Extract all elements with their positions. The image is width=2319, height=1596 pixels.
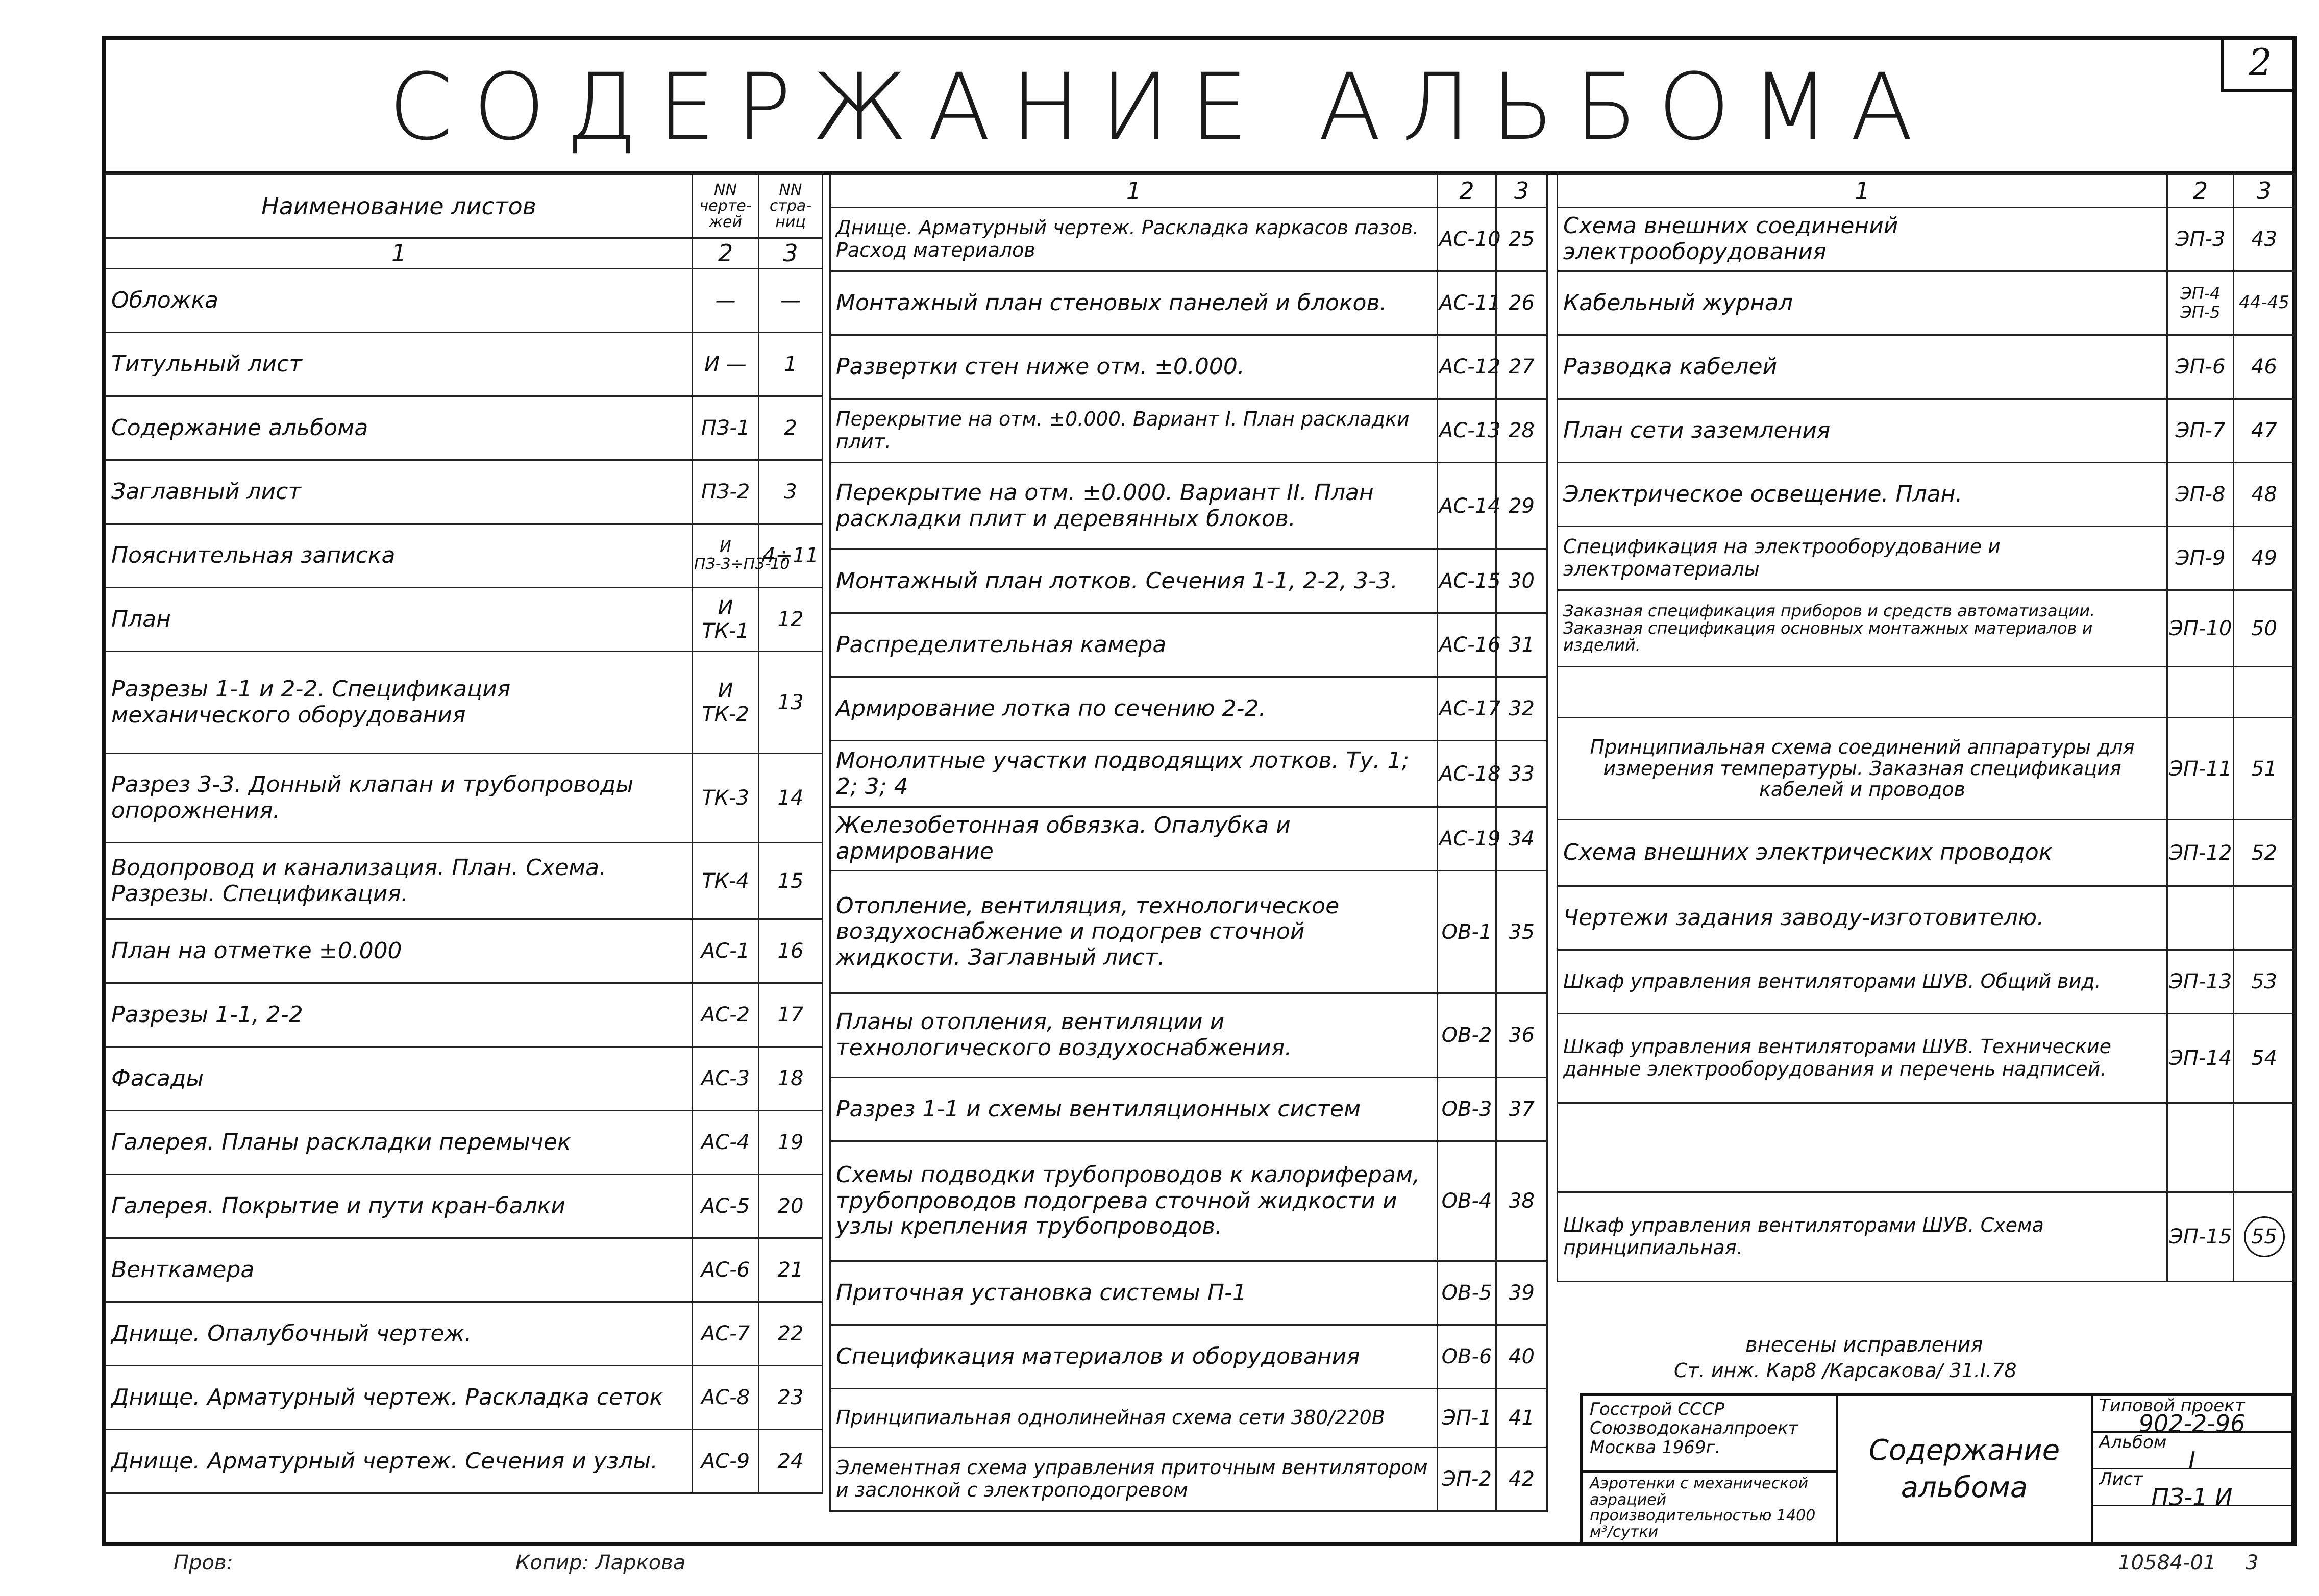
table-row bbox=[106, 1111, 823, 1175]
header-col-3: 3 bbox=[759, 238, 823, 269]
page-number: 30 bbox=[1496, 550, 1547, 613]
drawing-code bbox=[2167, 1103, 2234, 1192]
page-number: 2 bbox=[759, 396, 823, 460]
table-row-empty bbox=[1558, 1103, 2295, 1192]
table-row bbox=[830, 807, 1547, 871]
header-col-3: 3 bbox=[1496, 174, 1547, 208]
table-index-row bbox=[830, 174, 1547, 208]
header-col-1: 1 bbox=[830, 174, 1438, 208]
drawing-code: АС-4 bbox=[693, 1111, 759, 1175]
page-number: 51 bbox=[2234, 718, 2295, 820]
drawing-code: ЭП-9 bbox=[2167, 527, 2234, 590]
sheet-name: Днище. Опалубочный чертеж. bbox=[106, 1302, 693, 1366]
table-row bbox=[106, 652, 823, 754]
page-number: 54 bbox=[2234, 1014, 2295, 1103]
table-row bbox=[106, 1175, 823, 1238]
drawing-code: ЭП-2 bbox=[1438, 1448, 1496, 1511]
sheet-label: Лист bbox=[2093, 1469, 2291, 1506]
drawing-code: АС-7 bbox=[693, 1302, 759, 1366]
sheet-name: Галерея. Покрытие и пути кран-балки bbox=[106, 1175, 693, 1238]
sheet-name bbox=[1558, 1103, 2167, 1192]
page-number: 39 bbox=[1496, 1261, 1547, 1325]
drawing-code: ОВ-3 bbox=[1438, 1078, 1496, 1141]
drawing-code: ЭП-10 bbox=[2167, 590, 2234, 667]
table-row bbox=[830, 1448, 1547, 1511]
drawing-code: ЭП-12 bbox=[2167, 820, 2234, 886]
table-row bbox=[106, 269, 823, 333]
drawing-code: АС-14 bbox=[1438, 463, 1496, 550]
table-row bbox=[106, 1430, 823, 1493]
table-row bbox=[1558, 886, 2295, 950]
page-number: 13 bbox=[759, 652, 823, 754]
table-row bbox=[1558, 208, 2295, 271]
drawing-code: ЭП-6 bbox=[2167, 335, 2234, 399]
drawing-code: ЭП-1 bbox=[1438, 1389, 1496, 1448]
table-row bbox=[106, 754, 823, 843]
drawing-code: ЭП-11 bbox=[2167, 718, 2234, 820]
page-number bbox=[2234, 1103, 2295, 1192]
page-number: 47 bbox=[2234, 399, 2295, 463]
sheet-name bbox=[1558, 667, 2167, 718]
header-page-no: NN стра-ниц bbox=[759, 174, 823, 238]
drawing-code: ЭП-13 bbox=[2167, 950, 2234, 1014]
table-row bbox=[830, 399, 1547, 463]
page-number: 26 bbox=[1496, 271, 1547, 335]
table-row bbox=[106, 524, 823, 588]
drawing-code: ОВ-2 bbox=[1438, 993, 1496, 1078]
sheet-name: Днище. Арматурный чертеж. Раскладка каркасов пазов. Расход материалов bbox=[830, 208, 1438, 271]
sheet-name: Схема внешних соединений электрооборудования bbox=[1558, 208, 2167, 271]
drawing-code: ЭП-7 bbox=[2167, 399, 2234, 463]
sheet-name: Принципиальная схема соединений аппаратуры для измерения температуры. Заказная спецификация кабелей и проводов bbox=[1558, 718, 2167, 820]
sheet-name: Спецификация материалов и оборудования bbox=[830, 1325, 1438, 1389]
page-number: 31 bbox=[1496, 613, 1547, 677]
table-row bbox=[106, 1302, 823, 1366]
sheet-number-box: 2 bbox=[2221, 36, 2297, 92]
corrections-title: внесены исправления bbox=[1745, 1333, 1983, 1357]
sheet-name: Схема внешних электрических проводок bbox=[1558, 820, 2167, 886]
sheet-name: Приточная установка системы П-1 bbox=[830, 1261, 1438, 1325]
sheet-name: Разрезы 1-1, 2-2 bbox=[106, 983, 693, 1047]
table-header-row bbox=[106, 174, 823, 238]
sheet-name: Обложка bbox=[106, 269, 693, 333]
sheet-name: Разрезы 1-1 и 2-2. Спецификация механического оборудования bbox=[106, 652, 693, 754]
page-number: 25 bbox=[1496, 208, 1547, 271]
page-number: 34 bbox=[1496, 807, 1547, 871]
drawing-code: ЭП-8 bbox=[2167, 463, 2234, 527]
table-row bbox=[830, 1261, 1547, 1325]
table-row bbox=[830, 550, 1547, 613]
page-number: 50 bbox=[2234, 590, 2295, 667]
table-row bbox=[1558, 527, 2295, 590]
drawing-code: АС-10 bbox=[1438, 208, 1496, 271]
sheet-name: Перекрытие на отм. ±0.000. Вариант II. План раскладки плит и деревянных блоков. bbox=[830, 463, 1438, 550]
header-col-3: 3 bbox=[2234, 174, 2295, 208]
sheet-value: ПЗ-1 И bbox=[2151, 1483, 2233, 1511]
table-row bbox=[830, 463, 1547, 550]
drawing-code: ОВ-4 bbox=[1438, 1141, 1496, 1261]
drawing-code: АС-5 bbox=[693, 1175, 759, 1238]
page-number: 29 bbox=[1496, 463, 1547, 550]
sheet-name: План сети заземления bbox=[1558, 399, 2167, 463]
page-number: 3 bbox=[759, 460, 823, 524]
page-title: СОДЕРЖАНИЕ АЛЬБОМА bbox=[388, 54, 1934, 161]
sheet-name: Разрез 3-3. Донный клапан и трубопроводы опорожнения. bbox=[106, 754, 693, 843]
page-number: 28 bbox=[1496, 399, 1547, 463]
drawing-code: АС-19 bbox=[1438, 807, 1496, 871]
table-row bbox=[1558, 399, 2295, 463]
table-row bbox=[830, 993, 1547, 1078]
drawing-code: АС-3 bbox=[693, 1047, 759, 1111]
page-number: 19 bbox=[759, 1111, 823, 1175]
sheet-name: Железобетонная обвязка. Опалубка и армирование bbox=[830, 807, 1438, 871]
page-number: 44-45 bbox=[2234, 271, 2295, 335]
page-number: 32 bbox=[1496, 677, 1547, 741]
page-number: 17 bbox=[759, 983, 823, 1047]
table-row bbox=[830, 677, 1547, 741]
page-number: 4÷11 bbox=[759, 524, 823, 588]
sheet-name: Монтажный план лотков. Сечения 1-1, 2-2, 3-3. bbox=[830, 550, 1438, 613]
page-number: 36 bbox=[1496, 993, 1547, 1078]
header-col-2: 2 bbox=[693, 238, 759, 269]
page-number: 21 bbox=[759, 1238, 823, 1302]
sheet-name: Распределительная камера bbox=[830, 613, 1438, 677]
drawing-code bbox=[2167, 667, 2234, 718]
drawing-code: АС-12 bbox=[1438, 335, 1496, 399]
drawing-code: АС-18 bbox=[1438, 741, 1496, 807]
sheet-name: Галерея. Планы раскладки перемычек bbox=[106, 1111, 693, 1175]
table-row bbox=[1558, 335, 2295, 399]
sheet-name: Элементная схема управления приточным вентилятором и заслонкой с электроподогревом bbox=[830, 1448, 1438, 1511]
contents-table-1 bbox=[105, 173, 823, 1494]
sheet-name: Разрез 1-1 и схемы вентиляционных систем bbox=[830, 1078, 1438, 1141]
drawing-code: АС-11 bbox=[1438, 271, 1496, 335]
album-label: Альбом bbox=[2093, 1433, 2291, 1469]
sheet-name: Перекрытие на отм. ±0.000. Вариант I. План раскладки плит. bbox=[830, 399, 1438, 463]
page-number: 27 bbox=[1496, 335, 1547, 399]
drawing-code: И ТК-1 bbox=[693, 588, 759, 652]
table-row bbox=[106, 843, 823, 919]
page-number: 12 bbox=[759, 588, 823, 652]
sheet-name: Водопровод и канализация. План. Схема. Разрезы. Спецификация. bbox=[106, 843, 693, 919]
drawing-code: АС-17 bbox=[1438, 677, 1496, 741]
table-row bbox=[1558, 271, 2295, 335]
drawing-code: ЭП-3 bbox=[2167, 208, 2234, 271]
title-block-name: Содержание альбома bbox=[1838, 1396, 2093, 1543]
title-block-object: Аэротенки с механической аэрацией производительностью 1400 м³/сутки bbox=[1583, 1473, 1838, 1543]
drawing-code: ОВ-1 bbox=[1438, 871, 1496, 993]
sheet-name: Армирование лотка по сечению 2-2. bbox=[830, 677, 1438, 741]
sheet-name: Днище. Арматурный чертеж. Сечения и узлы. bbox=[106, 1430, 693, 1493]
circled-page-number: 55 bbox=[2244, 1216, 2285, 1257]
drawing-code: ОВ-6 bbox=[1438, 1325, 1496, 1389]
sheet-name: Схемы подводки трубопроводов к калориферам, трубопроводов подогрева сточной жидкости и узлы крепления трубопроводов. bbox=[830, 1141, 1438, 1261]
sheet-name: Кабельный журнал bbox=[1558, 271, 2167, 335]
header-drawing-no: NN черте-жей bbox=[693, 174, 759, 238]
footer-checked: Пров: bbox=[174, 1551, 233, 1575]
table-row bbox=[1558, 820, 2295, 886]
header-col-1: 1 bbox=[1558, 174, 2167, 208]
page-number: 43 bbox=[2234, 208, 2295, 271]
table-row bbox=[106, 396, 823, 460]
page-number: 38 bbox=[1496, 1141, 1547, 1261]
page-number: 41 bbox=[1496, 1389, 1547, 1448]
table-row bbox=[830, 1389, 1547, 1448]
drawing-code: АС-15 bbox=[1438, 550, 1496, 613]
table-index-row bbox=[106, 238, 823, 269]
footer-doc-number: 10584-01 bbox=[2118, 1551, 2216, 1575]
table-row bbox=[830, 271, 1547, 335]
sheet-name: Электрическое освещение. План. bbox=[1558, 463, 2167, 527]
drawing-code: ПЗ-1 bbox=[693, 396, 759, 460]
contents-table-3 bbox=[1557, 173, 2296, 1282]
page-number: 14 bbox=[759, 754, 823, 843]
table-row bbox=[106, 1238, 823, 1302]
title-block bbox=[1580, 1393, 2294, 1546]
table-row bbox=[1558, 590, 2295, 667]
page-number: 23 bbox=[759, 1366, 823, 1430]
drawing-code: АС-1 bbox=[693, 919, 759, 983]
drawing-code: ЭП-14 bbox=[2167, 1014, 2234, 1103]
album-value: I bbox=[2093, 1449, 2291, 1469]
sheet-name: Венткамера bbox=[106, 1238, 693, 1302]
sheet-name: План bbox=[106, 588, 693, 652]
table-row bbox=[830, 1078, 1547, 1141]
footer-copied: Копир: Ларкова bbox=[515, 1551, 686, 1575]
page-number: 42 bbox=[1496, 1448, 1547, 1511]
table-row bbox=[106, 1047, 823, 1111]
page-number: 35 bbox=[1496, 871, 1547, 993]
table-row bbox=[830, 741, 1547, 807]
sheet-name: Отопление, вентиляция, технологическое воздухоснабжение и подогрев сточной жидкости. Заглавный лист. bbox=[830, 871, 1438, 993]
page-number: 52 bbox=[2234, 820, 2295, 886]
sheet-name: Пояснительная записка bbox=[106, 524, 693, 588]
page-number: 46 bbox=[2234, 335, 2295, 399]
sheet-name: Титульный лист bbox=[106, 333, 693, 396]
table-row bbox=[106, 333, 823, 396]
sheet-name: Шкаф управления вентиляторами ШУВ. Технические данные электрооборудования и перечень надписей. bbox=[1558, 1014, 2167, 1103]
table-row bbox=[106, 919, 823, 983]
page-number: 33 bbox=[1496, 741, 1547, 807]
drawing-code: И — bbox=[693, 333, 759, 396]
table-row bbox=[106, 1366, 823, 1430]
table-row bbox=[830, 1141, 1547, 1261]
drawing-code: ПЗ-2 bbox=[693, 460, 759, 524]
page-number: 20 bbox=[759, 1175, 823, 1238]
sheet-name: Принципиальная однолинейная схема сети 380/220В bbox=[830, 1389, 1438, 1448]
title-block-meta bbox=[2093, 1396, 2291, 1543]
drawing-code: ТК-3 bbox=[693, 754, 759, 843]
drawing-code: ОВ-5 bbox=[1438, 1261, 1496, 1325]
sheet-name: Шкаф управления вентиляторами ШУВ. Схема принципиальная. bbox=[1558, 1192, 2167, 1282]
table-row bbox=[1558, 1014, 2295, 1103]
table-row bbox=[106, 460, 823, 524]
drawing-code: АС-6 bbox=[693, 1238, 759, 1302]
footer-page-number: 3 bbox=[2246, 1551, 2259, 1575]
sheet-name: Шкаф управления вентиляторами ШУВ. Общий вид. bbox=[1558, 950, 2167, 1014]
page-number: 37 bbox=[1496, 1078, 1547, 1141]
drawing-code: И ТК-2 bbox=[693, 652, 759, 754]
sheet-name: Фасады bbox=[106, 1047, 693, 1111]
drawing-code: — bbox=[693, 269, 759, 333]
sheet-name: Разводка кабелей bbox=[1558, 335, 2167, 399]
page-number: 22 bbox=[759, 1302, 823, 1366]
table-row bbox=[1558, 950, 2295, 1014]
table-row bbox=[830, 613, 1547, 677]
page-number: 15 bbox=[759, 843, 823, 919]
page-number bbox=[2234, 667, 2295, 718]
sheet-name: Заглавный лист bbox=[106, 460, 693, 524]
header-col-2: 2 bbox=[1438, 174, 1496, 208]
drawing-code: АС-8 bbox=[693, 1366, 759, 1430]
page-number: 49 bbox=[2234, 527, 2295, 590]
drawing-code bbox=[2167, 886, 2234, 950]
sheet-name: Днище. Арматурный чертеж. Раскладка сеток bbox=[106, 1366, 693, 1430]
sheet-name: Монтажный план стеновых панелей и блоков. bbox=[830, 271, 1438, 335]
table-row bbox=[830, 335, 1547, 399]
table-row bbox=[830, 1325, 1547, 1389]
page-number: 18 bbox=[759, 1047, 823, 1111]
title-block-organization: Госстрой СССР Союзводоканалпроект Москва 1969г. bbox=[1583, 1396, 1838, 1473]
page-number bbox=[2234, 1192, 2295, 1282]
table-row bbox=[1558, 463, 2295, 527]
page-number: 48 bbox=[2234, 463, 2295, 527]
drawing-code: ЭП-15 bbox=[2167, 1192, 2234, 1282]
table-row bbox=[106, 983, 823, 1047]
sheet-name: Развертки стен ниже отм. ±0.000. bbox=[830, 335, 1438, 399]
page-number: — bbox=[759, 269, 823, 333]
sheet-name: Чертежи задания заводу-изготовителю. bbox=[1558, 886, 2167, 950]
table-row bbox=[1558, 718, 2295, 820]
table-index-row bbox=[1558, 174, 2295, 208]
contents-table-2 bbox=[829, 173, 1548, 1512]
drawing-code: АС-13 bbox=[1438, 399, 1496, 463]
page-number: 1 bbox=[759, 333, 823, 396]
header-col-2: 2 bbox=[2167, 174, 2234, 208]
header-name: Наименование листов bbox=[106, 174, 693, 238]
sheet-name: Заказная спецификация приборов и средств автоматизации. Заказная спецификация основных монтажных материалов и изделий. bbox=[1558, 590, 2167, 667]
sheet-name: План на отметке ±0.000 bbox=[106, 919, 693, 983]
drawing-code: АС-9 bbox=[693, 1430, 759, 1493]
page-number bbox=[2234, 886, 2295, 950]
table-row bbox=[1558, 1192, 2295, 1282]
sheet-name: Спецификация на электрооборудование и электроматериалы bbox=[1558, 527, 2167, 590]
corrections-note bbox=[1674, 1332, 2184, 1383]
drawing-code: АС-16 bbox=[1438, 613, 1496, 677]
table-row bbox=[830, 208, 1547, 271]
table-row-empty bbox=[1558, 667, 2295, 718]
page-number: 40 bbox=[1496, 1325, 1547, 1389]
drawing-code: И ПЗ-3÷ПЗ-10 bbox=[693, 524, 759, 588]
drawing-code: ТК-4 bbox=[693, 843, 759, 919]
project-label: Типовой проект bbox=[2093, 1396, 2291, 1433]
page-number: 24 bbox=[759, 1430, 823, 1493]
sheet-name: Содержание альбома bbox=[106, 396, 693, 460]
project-value: 902-2-96 bbox=[2093, 1412, 2291, 1433]
drawing-code: АС-2 bbox=[693, 983, 759, 1047]
sheet-name: Планы отопления, вентиляции и технологического воздухоснабжения. bbox=[830, 993, 1438, 1078]
page-number: 53 bbox=[2234, 950, 2295, 1014]
table-row bbox=[106, 588, 823, 652]
header-col-1: 1 bbox=[106, 238, 693, 269]
drawing-code: ЭП-4 ЭП-5 bbox=[2167, 271, 2234, 335]
sheet-name: Монолитные участки подводящих лотков. Ту. 1; 2; 3; 4 bbox=[830, 741, 1438, 807]
corrections-signature: Ст. инж. Кар8 /Карсакова/ 31.I.78 bbox=[1674, 1359, 2017, 1382]
page-number: 16 bbox=[759, 919, 823, 983]
table-row bbox=[830, 871, 1547, 993]
